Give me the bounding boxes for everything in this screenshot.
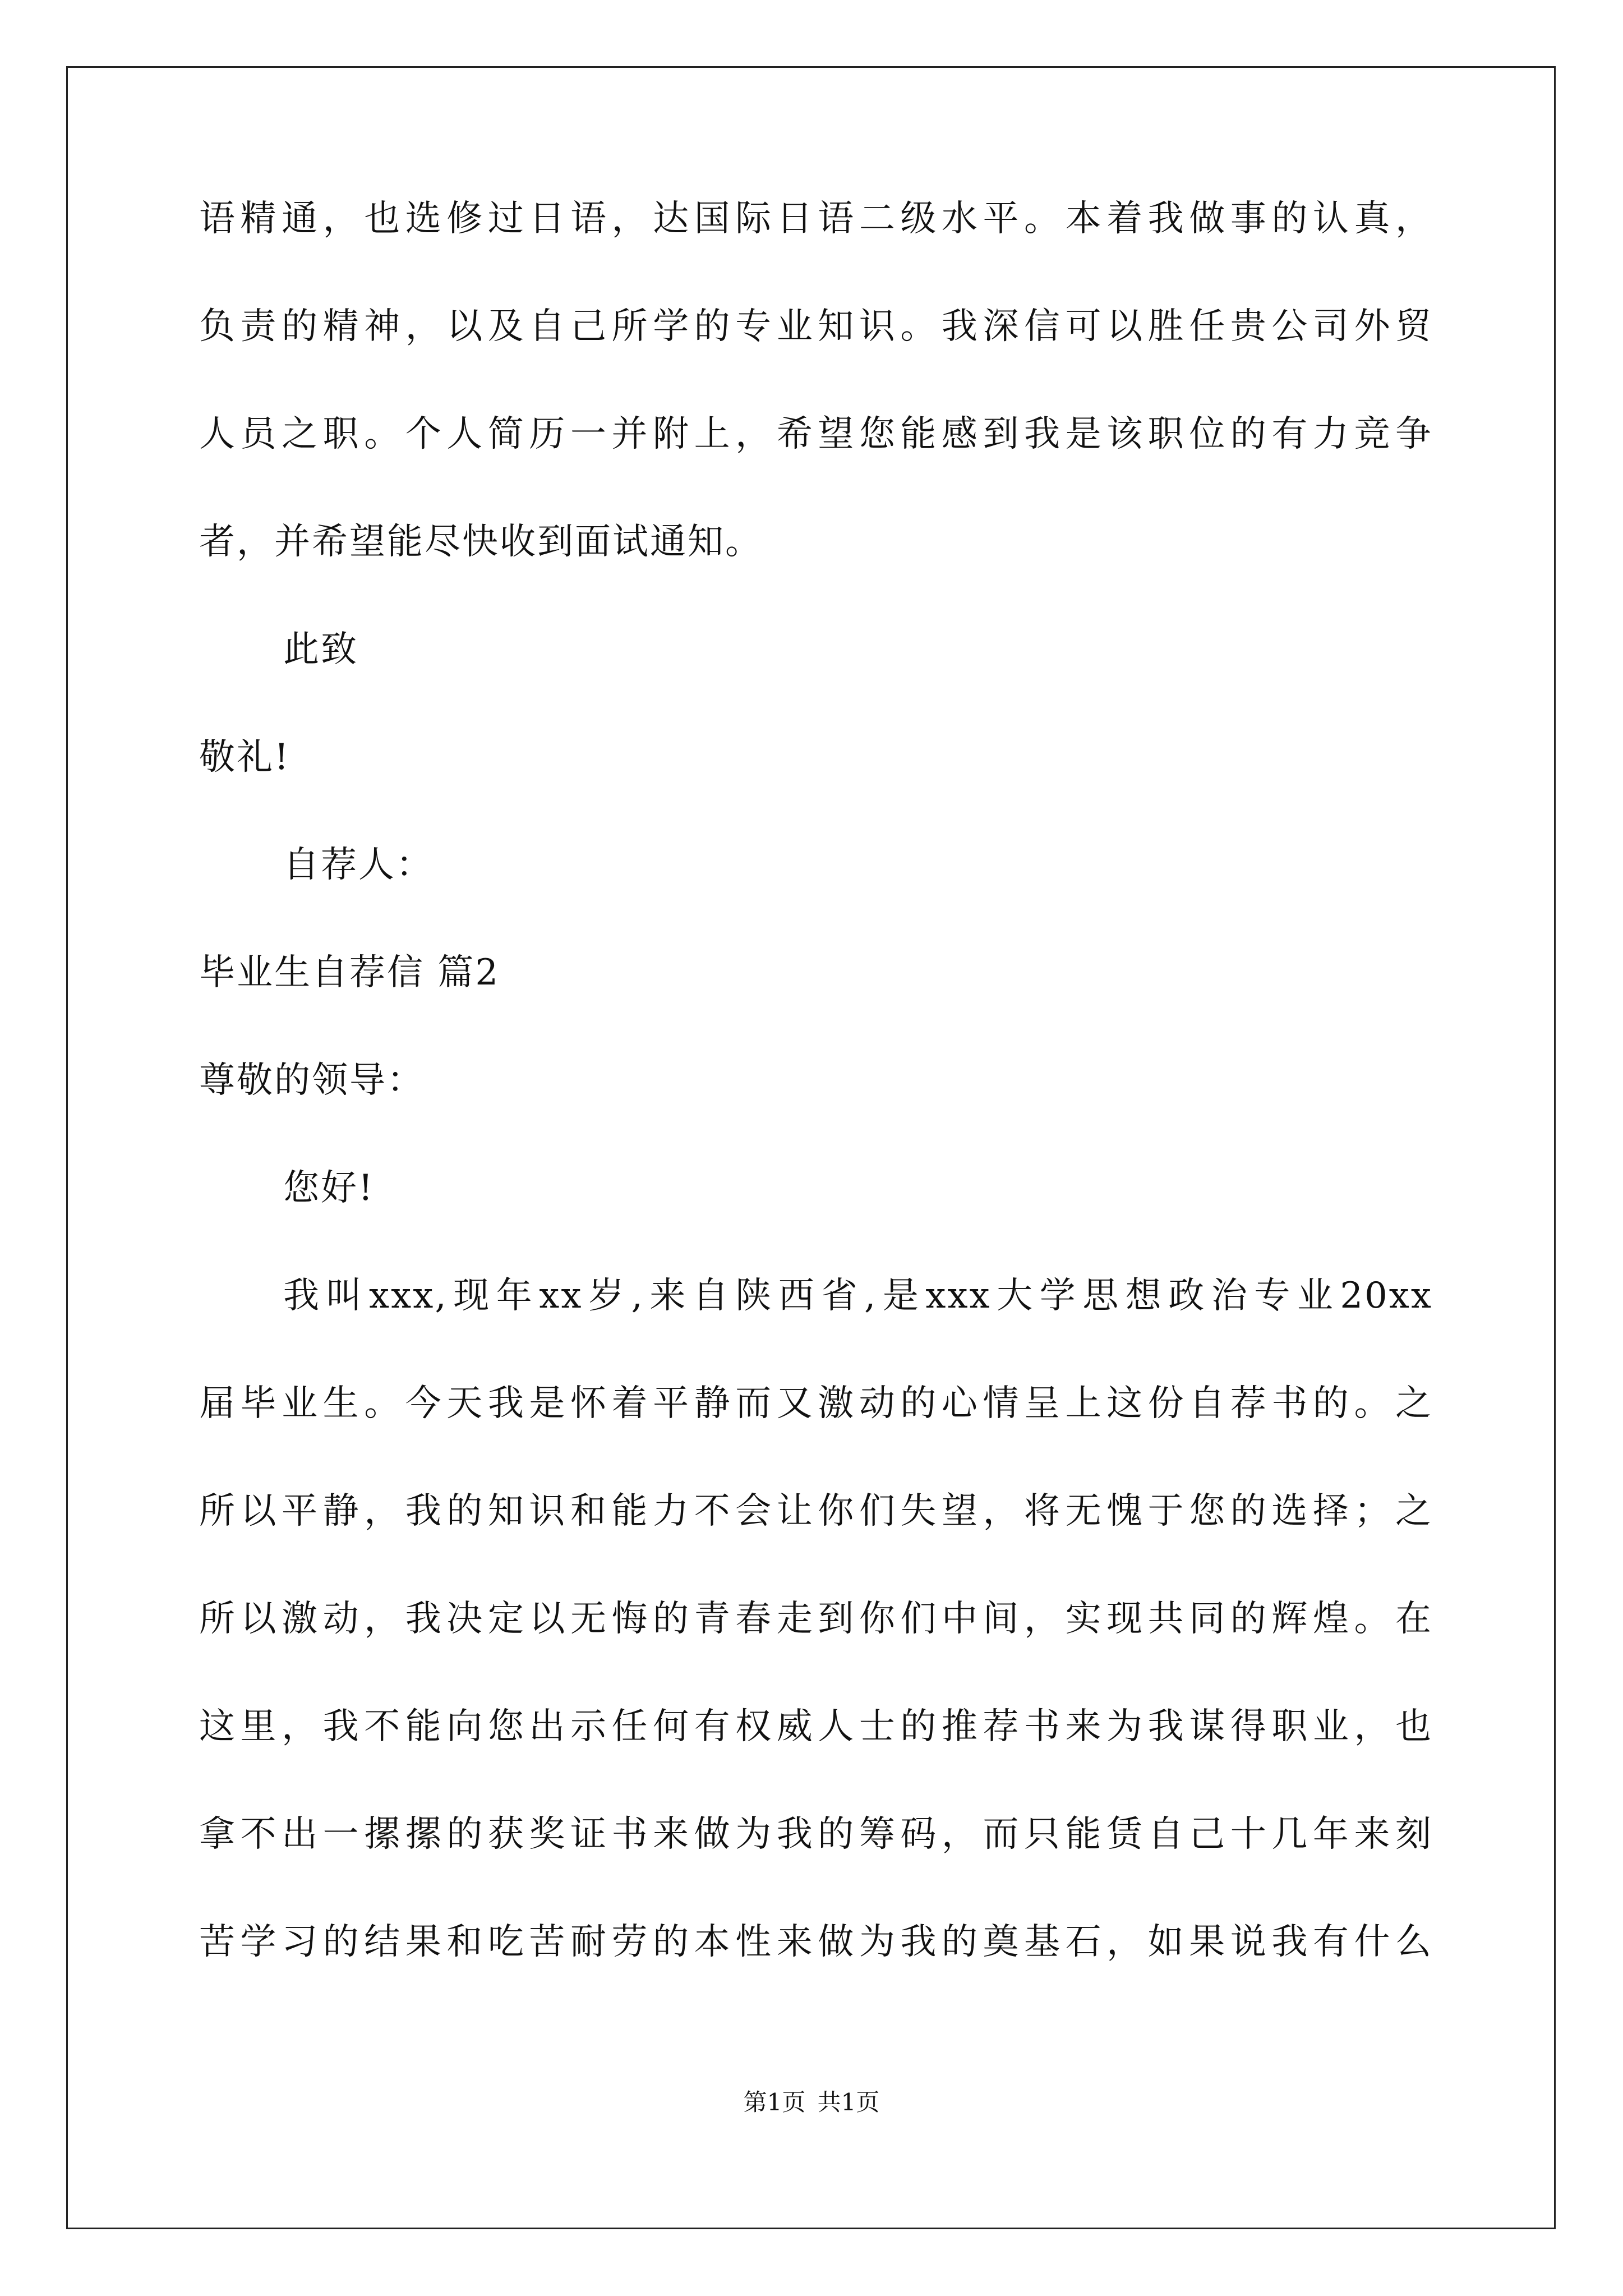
text-line: 苦学习的结果和吃苦耐劳的本性来做为我的奠基石，如果说我有什么 <box>199 1921 1433 1963</box>
text-line: 人员之职。个人简历一并附上，希望您能感到我是该职位的有力竞争 <box>199 413 1433 455</box>
signature-label: 自荐人： <box>283 844 434 886</box>
greeting-recipient: 尊敬的领导： <box>199 1060 425 1101</box>
text-line: 所以激动，我决定以无悔的青春走到你们中间，实现共同的辉煌。在 <box>199 1598 1433 1640</box>
text-line: 者，并希望能尽快收到面试通知。 <box>199 521 763 563</box>
text-line: 语精通，也选修过日语，达国际日语二级水平。本着我做事的认真， <box>199 198 1433 240</box>
regards: 敬礼! <box>199 737 291 778</box>
section-heading: 毕业生自荐信 篇2 <box>199 952 500 993</box>
page-border <box>66 66 1556 2229</box>
text-line: 负责的精神，以及自己所学的专业知识。我深信可以胜任贵公司外贸 <box>199 306 1433 347</box>
greeting: 您好! <box>283 1167 375 1209</box>
page-footer: 第1页 共1页 <box>743 2088 880 2116</box>
text-line: 这里，我不能向您出示任何有权威人士的推荐书来为我谋得职业，也 <box>199 1706 1433 1747</box>
text-line: 所以平静，我的知识和能力不会让你们失望，将无愧于您的选择；之 <box>199 1490 1433 1532</box>
text-line: 我叫xxx,现年xx岁,来自陕西省,是xxx大学思想政治专业20xx <box>283 1275 1433 1317</box>
salutation-closing: 此致 <box>283 629 358 670</box>
text-line: 届毕业生。今天我是怀着平静而又激动的心情呈上这份自荐书的。之 <box>199 1383 1433 1424</box>
text-line: 拿不出一摞摞的获奖证书来做为我的筹码，而只能赁自己十几年来刻 <box>199 1814 1433 1855</box>
